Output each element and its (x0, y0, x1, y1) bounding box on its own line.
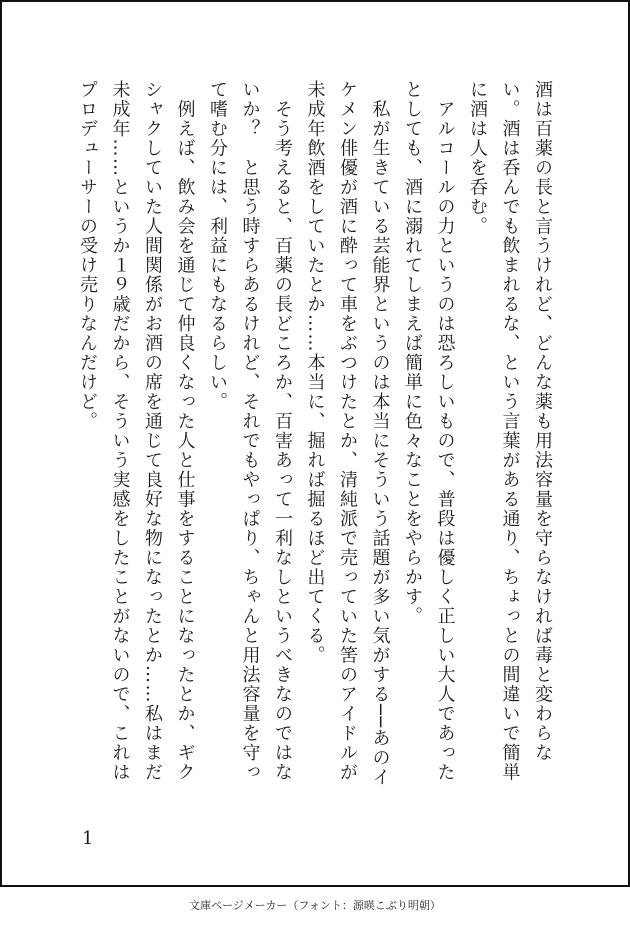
footer-credit: 文庫ページメーカー（フォント：源暎こぶり明朝） (189, 899, 441, 912)
page-number: 1 (82, 828, 94, 849)
paragraph: アルコールの力というのは恐ろしいもので、普段は優しく正しい大人であったとしても、酒に溺れてしまえば簡単に色々なことをやらかす。 (402, 80, 456, 782)
body-text (77, 80, 558, 788)
paragraph: 酒は百薬の長と言うけれど、どんな薬も用法容量を守らなければ毒と変わらない。酒は呑んでも飲まれるな、という言葉がある通り、ちょっとの間違いで簡単に酒は人を呑む。 (467, 80, 553, 782)
paragraph: 私が生きている芸能界というのは本当にそういう話題が多い気がする──あのイケメン俳優が酒に酔って車をぶつけたとか、清純派で売っていた筈のアイドルが未成年飲酒をしていたとか……本当に、掘れば掘るほど出てくる。 (304, 80, 391, 788)
paragraph: そう考えると、百薬の長どころか、百害あって一利なしというべきなのではないか？ と思う時すらあるけれど、それでもやっぱり、ちゃんと用法容量を守って嗜む分には、利益にもなるらしい。 (207, 80, 293, 782)
paragraph: 例えば、飲み会を通じて仲良くなった人と仕事をすることになったとか、ギクシャクしていた人間関係がお酒の席を通じて良好な物になったとか……私はまだ未成年……というか１９歳だから、そういう実感をしたことがないので、これはプロデューサーの受け売りなんだけど。 (77, 80, 196, 782)
